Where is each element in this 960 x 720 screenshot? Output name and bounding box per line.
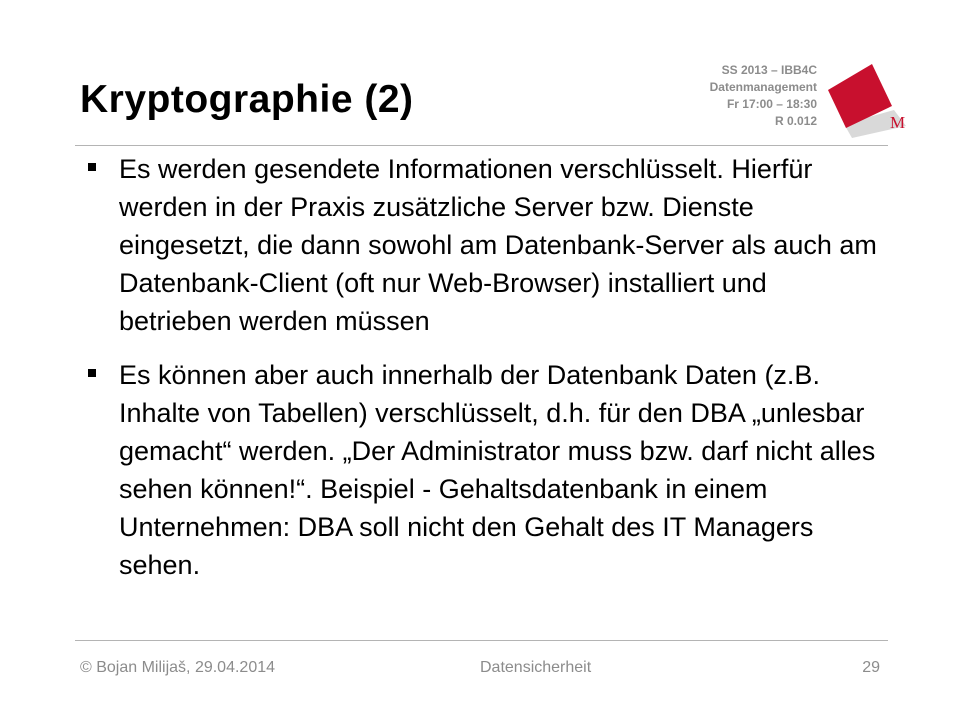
- bullet-text: Es werden gesendete Informationen verschlüsselt. Hierfür werden in der Praxis zusätzliche Server bzw. Dienste eingesetzt, die dann sowohl am Datenbank-Server als auch am Datenbank-Client (oft nur Web-Browser) installiert und betrieben werden müssen: [119, 154, 877, 336]
- course-info: [710, 62, 817, 130]
- bullet-item: [88, 356, 878, 584]
- slide-title: Kryptographie (2): [80, 78, 414, 121]
- course-info-line: SS 2013 – IBB4C: [721, 63, 817, 77]
- header-divider: [75, 145, 888, 146]
- page-number: 29: [862, 659, 880, 676]
- bullet-item: [88, 150, 878, 340]
- slide-content: [88, 150, 878, 600]
- course-info-line: Datenmanagement: [709, 80, 817, 94]
- logo-letter: M: [890, 113, 906, 132]
- square-bullet-icon: [88, 369, 96, 377]
- square-bullet-icon: [88, 163, 96, 171]
- university-logo: [822, 62, 912, 142]
- course-info-line: R 0.012: [774, 114, 817, 128]
- footer-divider: [75, 640, 888, 641]
- course-info-line: Fr 17:00 – 18:30: [726, 97, 817, 111]
- footer-topic: Datensicherheit: [480, 659, 592, 676]
- footer-author-date: © Bojan Milijaš, 29.04.2014: [80, 659, 276, 676]
- bullet-text: Es können aber auch innerhalb der Datenbank Daten (z.B. Inhalte von Tabellen) verschlüsselt, d.h. für den DBA „unlesbar gemacht“ werden. „Der Administrator muss bzw. darf nicht alles sehen können!“. Beispiel - Gehaltsdatenbank in einem Unternehmen: DBA soll nicht den Gehalt des IT Managers sehen.: [119, 360, 876, 580]
